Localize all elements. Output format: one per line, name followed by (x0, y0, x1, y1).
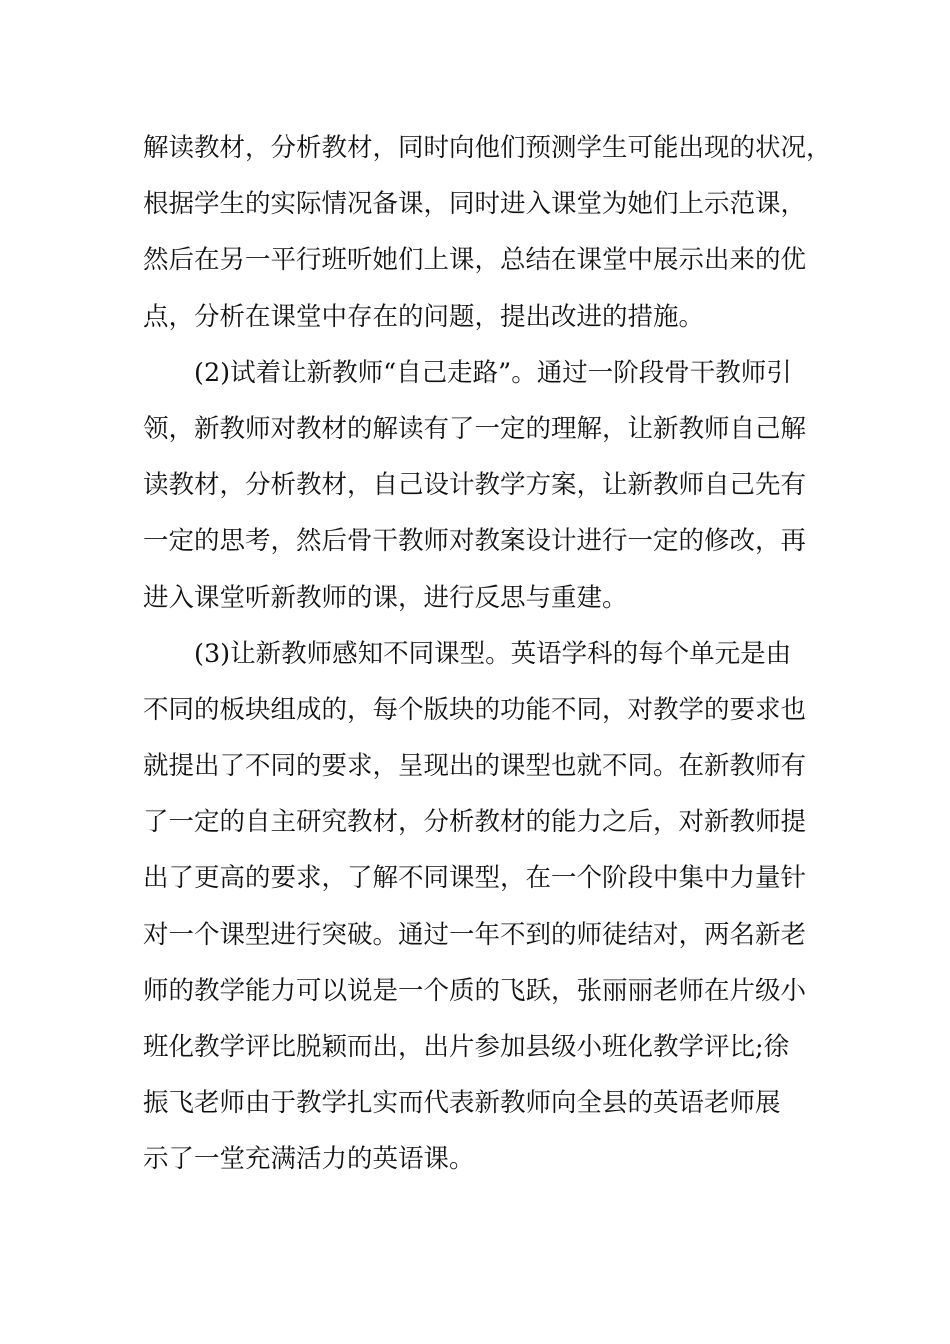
text-line: 示了一堂充满活力的英语课。 (143, 1144, 475, 1175)
text-line: (3)让新教师感知不同课型。英语学科的每个单元是由 (194, 638, 792, 669)
text-line: 然后在另一平行班听她们上课，总结在课堂中展示出来的优 (143, 245, 807, 276)
text-line: 班化教学评比脱颖而出，出片参加县级小班化教学评比;徐 (143, 1032, 790, 1062)
text-line: 进入课堂听新教师的课，进行反思与重建。 (143, 582, 628, 613)
text-line: 解读教材，分析教材，同时向他们预测学生可能出现的状况， (143, 133, 832, 163)
document-body (143, 120, 832, 1188)
text-line: 师的教学能力可以说是一个质的飞跃，张丽丽老师在片级小 (143, 975, 807, 1006)
text-line: (2)试着让新教师“自己走路”。通过一阶段骨干教师引 (194, 357, 792, 388)
text-line: 出了更高的要求，了解不同课型，在一个阶段中集中力量针 (143, 863, 807, 894)
text-line: 了一定的自主研究教材，分析教材的能力之后，对新教师提 (143, 807, 807, 838)
text-line: 点，分析在课堂中存在的问题，提出改进的措施。 (143, 301, 705, 332)
text-line: 领，新教师对教材的解读有了一定的理解，让新教师自己解 (143, 413, 807, 444)
text-line: 读教材，分析教材，自己设计教学方案，让新教师自己先有 (143, 470, 807, 501)
text-line: 对一个课型进行突破。通过一年不到的师徒结对，两名新老 (143, 919, 807, 950)
text-line: 根据学生的实际情况备课，同时进入课堂为她们上示范课， (143, 189, 807, 220)
text-line: 振飞老师由于教学扎实而代表新教师向全县的英语老师展 (143, 1088, 781, 1119)
text-line: 一定的思考，然后骨干教师对教案设计进行一定的修改，再 (143, 526, 807, 557)
paragraph-item-3 (143, 626, 823, 1188)
text-line: 不同的板块组成的，每个版块的功能不同，对教学的要求也 (143, 694, 807, 725)
text-line: 就提出了不同的要求，呈现出的课型也就不同。在新教师有 (143, 751, 807, 782)
paragraph-continuation (143, 120, 832, 345)
paragraph-item-2 (143, 345, 823, 626)
